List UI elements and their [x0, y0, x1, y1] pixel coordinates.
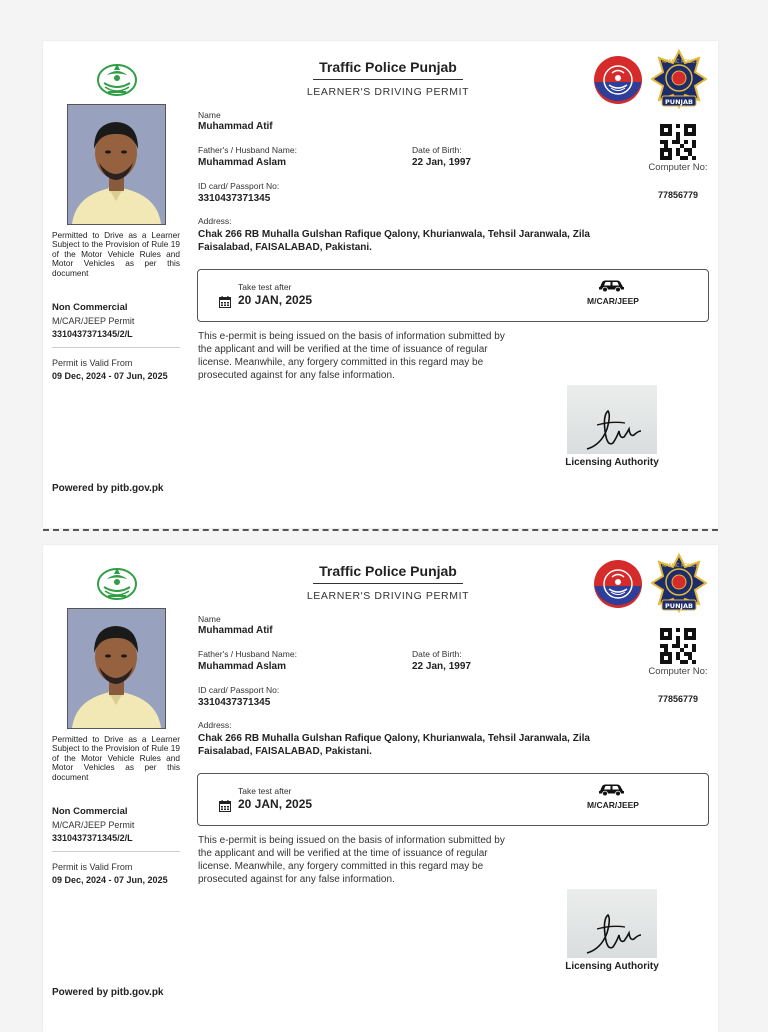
svg-text:PUNJAB: PUNJAB	[665, 602, 693, 610]
licensing-authority-label: Licensing Authority	[565, 961, 659, 972]
traffic-police-star-badge-icon	[651, 553, 707, 615]
powered-by: Powered by pitb.gov.pk	[52, 987, 164, 998]
applicant-photo	[67, 608, 166, 729]
address-label: Address:	[198, 720, 232, 730]
vehicle-class: M/CAR/JEEP	[587, 800, 639, 810]
permit-type: M/CAR/JEEP Permit	[52, 316, 135, 326]
dob-label: Date of Birth:	[412, 649, 462, 659]
svg-text:PUNJAB: PUNJAB	[665, 98, 693, 106]
address-value: Chak 266 RB Muhalla Gulshan Rafique Qalony, Khurianwala, Tehsil Jaranwala, Zila Faisalabad, FAISALABAD, Pakistani.	[198, 733, 590, 757]
permit-card	[43, 41, 718, 528]
id-value: 3310437371345	[198, 193, 271, 204]
id-label: ID card/ Passport No:	[198, 685, 280, 695]
father-name-value: Muhammad Aslam	[198, 661, 286, 672]
permit-number: 3310437371345/2/L	[52, 833, 133, 843]
org-title: Traffic Police Punjab	[319, 59, 457, 75]
address-value: Chak 266 RB Muhalla Gulshan Rafique Qalony, Khurianwala, Tehsil Jaranwala, Zila Faisalabad, FAISALABAD, Pakistani.	[198, 229, 590, 253]
permit-category: Non Commercial	[52, 806, 128, 817]
take-test-label: Take test after	[238, 282, 292, 292]
name-value: Muhammad Atif	[198, 121, 273, 132]
computer-number-label: Computer No:	[648, 666, 708, 677]
punjab-police-emblem-icon	[593, 55, 643, 105]
permit-category: Non Commercial	[52, 302, 128, 313]
disclaimer-text: This e-permit is being issued on the basis of information submitted by the applicant and will be verified at the time of issuance of regular license. Meanwhile, any forgery committed in this regard may be prosecuted against for any false information.	[198, 331, 505, 381]
divider	[52, 347, 180, 348]
calendar-icon	[219, 799, 231, 811]
traffic-police-star-badge-icon	[651, 49, 707, 111]
test-date-box	[197, 269, 709, 322]
take-test-label: Take test after	[238, 786, 292, 796]
take-test-date: 20 JAN, 2025	[238, 797, 313, 811]
validity-value: 09 Dec, 2024 - 07 Jun, 2025	[52, 875, 168, 885]
computer-number-value: 77856779	[657, 694, 699, 704]
qr-code-icon	[660, 628, 696, 664]
name-label: Name	[198, 614, 221, 624]
id-label: ID card/ Passport No:	[198, 181, 280, 191]
qr-code-icon	[660, 124, 696, 160]
vehicle-class: M/CAR/JEEP	[587, 296, 639, 306]
svg-text:TRAFFIC POLICE: TRAFFIC POLICE	[659, 59, 699, 65]
car-icon	[598, 783, 626, 796]
document-title: LEARNER'S DRIVING PERMIT	[306, 590, 470, 602]
permit-type: M/CAR/JEEP Permit	[52, 820, 135, 830]
validity-label: Permit is Valid From	[52, 358, 133, 368]
father-name-value: Muhammad Aslam	[198, 157, 286, 168]
document-title: LEARNER'S DRIVING PERMIT	[306, 86, 470, 98]
dob-label: Date of Birth:	[412, 145, 462, 155]
test-date-box	[197, 773, 709, 826]
disclaimer-text: This e-permit is being issued on the basis of information submitted by the applicant and will be verified at the time of issuance of regular license. Meanwhile, any forgery committed in this regard may be prosecuted against for any false information.	[198, 835, 505, 885]
cut-line-divider	[43, 529, 718, 531]
punjab-police-emblem-icon	[593, 559, 643, 609]
name-label: Name	[198, 110, 221, 120]
svg-text:TRAFFIC POLICE: TRAFFIC POLICE	[659, 563, 699, 569]
car-icon	[598, 279, 626, 292]
licensing-authority-label: Licensing Authority	[565, 457, 659, 468]
validity-label: Permit is Valid From	[52, 862, 133, 872]
signature-image	[567, 385, 657, 454]
validity-value: 09 Dec, 2024 - 07 Jun, 2025	[52, 371, 168, 381]
permission-statement: Permitted to Drive as a Learner Subject to the Provision of Rule 19 of the Motor Vehicle Rules and Motor Vehicles as per this document	[52, 230, 180, 278]
title-underline	[313, 79, 463, 80]
calendar-icon	[219, 295, 231, 307]
powered-by: Powered by pitb.gov.pk	[52, 483, 164, 494]
id-value: 3310437371345	[198, 697, 271, 708]
signature-image	[567, 889, 657, 958]
father-name-label: Father's / Husband Name:	[198, 649, 297, 659]
father-name-label: Father's / Husband Name:	[198, 145, 297, 155]
permit-card-copy	[43, 545, 718, 1032]
address-label: Address:	[198, 216, 232, 226]
computer-number-value: 77856779	[657, 190, 699, 200]
dob-value: 22 Jan, 1997	[412, 661, 471, 672]
permit-number: 3310437371345/2/L	[52, 329, 133, 339]
name-value: Muhammad Atif	[198, 625, 273, 636]
divider	[52, 851, 180, 852]
title-underline	[313, 583, 463, 584]
take-test-date: 20 JAN, 2025	[238, 293, 313, 307]
permission-statement: Permitted to Drive as a Learner Subject to the Provision of Rule 19 of the Motor Vehicle Rules and Motor Vehicles as per this document	[52, 734, 180, 782]
dob-value: 22 Jan, 1997	[412, 157, 471, 168]
applicant-photo	[67, 104, 166, 225]
org-title: Traffic Police Punjab	[319, 563, 457, 579]
computer-number-label: Computer No:	[648, 162, 708, 173]
